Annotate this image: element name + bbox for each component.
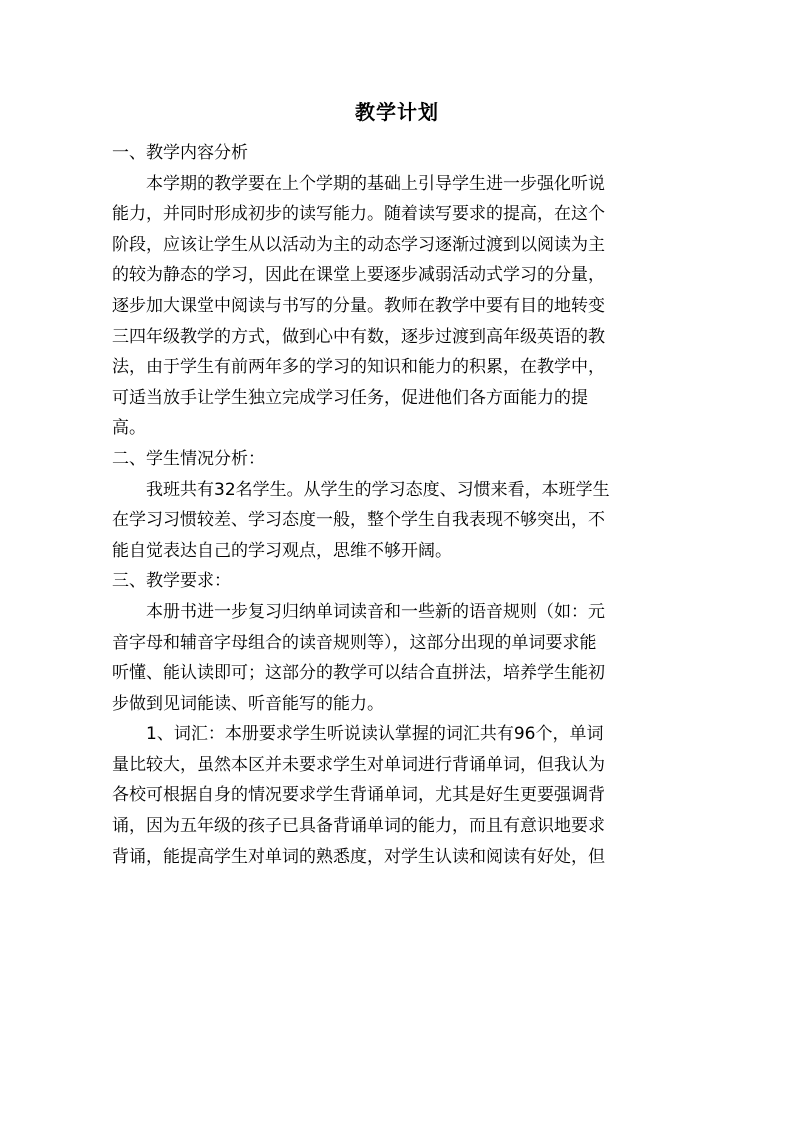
text-line: 各校可根据自身的情况要求学生背诵单词，尤其是好生更要强调背 [112,785,605,806]
text-line: 三、教学要求： [112,571,231,592]
text-line: 逐步加大课堂中阅读与书写的分量。教师在教学中要有目的地转变 [112,295,605,316]
document-text [112,138,682,872]
text-line: 一、教学内容分析 [112,143,248,163]
document-body [112,92,682,872]
text-line: 阶段，应该让学生从以活动为主的动态学习逐渐过渡到以阅读为主 [112,234,605,255]
text-line: 的较为静态的学习，因此在课堂上要逐步减弱活动式学习的分量， [112,265,605,286]
text-line: 本学期的教学要在上个学期的基础上引导学生进一步强化听说 [146,173,605,194]
document-title: 教学计划 [355,100,439,124]
text-line: 高。 [112,418,146,439]
text-line: 本册书进一步复习归纳单词读音和一些新的语音规则（如：元 [146,601,605,622]
text-line: 在学习习惯较差、学习态度一般，整个学生自我表现不够突出，不 [112,510,605,531]
text-line: 量比较大，虽然本区并未要求学生对单词进行背诵单词，但我认为 [112,754,605,775]
text-line: 能自觉表达自己的学习观点，思维不够开阔。 [112,540,452,561]
text-line: 能力，并同时形成初步的读写能力。随着读写要求的提高，在这个 [112,204,605,225]
text-line: 可适当放手让学生独立完成学习任务，促进他们各方面能力的提 [112,387,588,408]
text-line: 诵，因为五年级的孩子已具备背诵单词的能力，而且有意识地要求 [112,816,605,837]
text-line: 听懂、能认读即可；这部分的教学可以结合直拼法，培养学生能初 [112,663,605,684]
text-line: 三四年级教学的方式，做到心中有数，逐步过渡到高年级英语的教 [112,326,605,347]
text-line: 法，由于学生有前两年多的学习的知识和能力的积累，在教学中， [112,357,605,378]
text-line: 我班共有32名学生。从学生的学习态度、习惯来看，本班学生 [146,479,610,500]
text-line: 音字母和辅音字母组合的读音规则等），这部分出现的单词要求能 [112,632,597,653]
text-line: 背诵，能提高学生对单词的熟悉度，对学生认读和阅读有好处，但 [112,846,605,867]
text-line: 步做到见词能读、听音能写的能力。 [112,693,384,714]
text-line: 二、学生情况分析： [112,448,265,469]
text-line: 1、词汇：本册要求学生听说读认掌握的词汇共有96个，单词 [146,724,604,745]
